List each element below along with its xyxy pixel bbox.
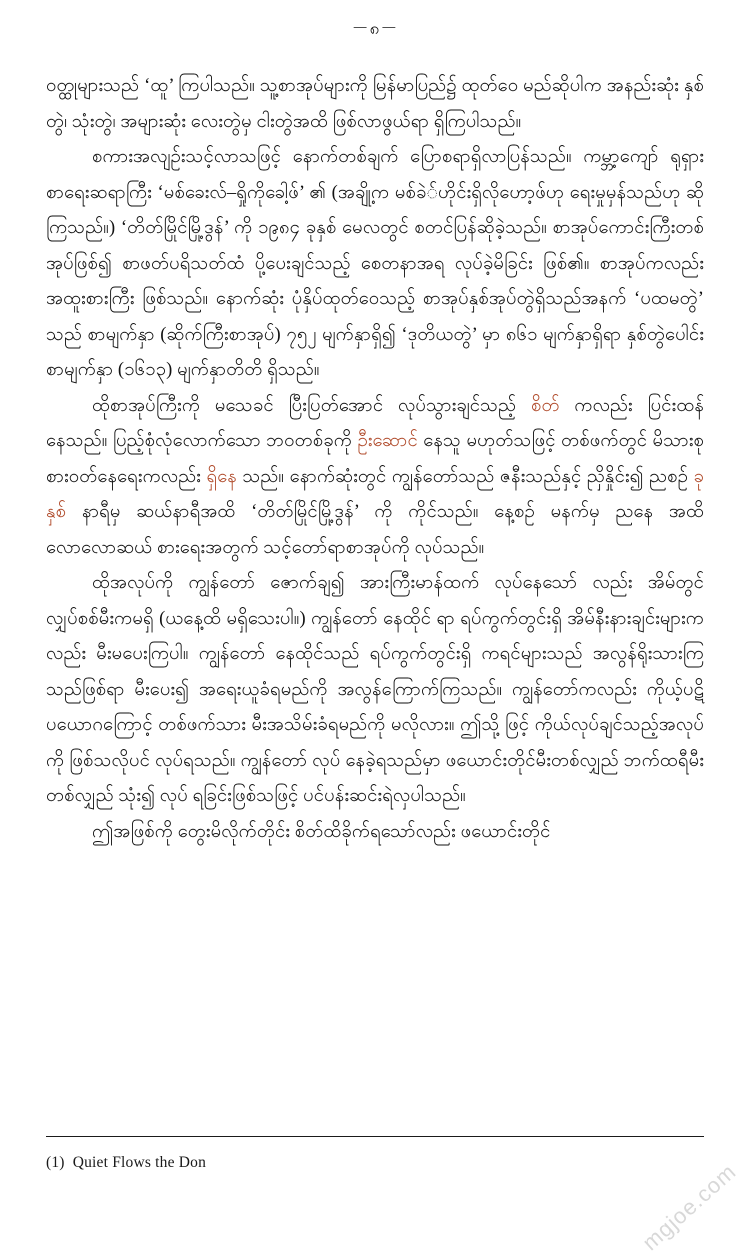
paragraph-3-run-6-highlight: ရှိနေ xyxy=(206,466,237,487)
paragraph-5 xyxy=(46,815,704,851)
page-number: －၈－ xyxy=(351,19,399,38)
paragraph-4-text: ထိုအလုပ်ကို ကျွန်တော် ဇောက်ချ၍ အားကြီးမာန်ထက် လုပ်နေသော် လည်း အိမ်တွင် လျှပ်စစ်မီးကမရှိ (ယနေ့ထိ မရှိသေးပါ။) ကျွန်တော် နေထိုင် ရာ ရပ်ကွက်တွင်းရှိ အိမ်နီးနားချင်းများကလည်း မီးမပေးကြပါ။ ကျွန်တော် နေထိုင်သည် ရပ်ကွက်တွင်းရှိ ကရင်များသည် အလွန်ရိုးသားကြသည်ဖြစ်ရာ မီးပေး၍ အရေးယူခံရမည်ကို အလွန်ကြောက်ကြသည်။ ကျွန်တော်ကလည်း ကိုယ့်ပဋိပယောဂကြောင့် တစ်ဖက်သား မီးအသိမ်းခံရမည်ကို မလိုလား။ ဤသို့ ဖြင့် ကိုယ်လုပ်ချင်သည့်အလုပ်ကို ဖြစ်သလိုပင် လုပ်ရသည်။ ကျွန်တော် လုပ် နေခဲ့ရသည်မှာ ဖယောင်းတိုင်မီးတစ်လျှည် ဘက်ထရီမီးတစ်လျှည် သုံး၍ လုပ် ရခြင်းဖြစ်သဖြင့် ပင်ပန်းဆင်းရဲလှပါသည်။ xyxy=(46,573,704,806)
paragraph-3-run-1: ထိုစာအုပ်ကြီးကို မသေခင် ပြီးပြတ်အောင် လုပ်သွားချင်သည့် xyxy=(92,395,531,416)
paragraph-3-run-3: ကလည်း ပြင်းထန်နေသည်။ ပြည့်စုံလုံလောက်သော ဘဝတစ်ခုကို xyxy=(46,395,704,451)
footnote-divider xyxy=(46,1136,704,1137)
paragraph-3 xyxy=(46,389,704,567)
paragraph-4 xyxy=(46,566,704,815)
footnote-text: Quiet Flows the Don xyxy=(72,1154,207,1171)
page-body xyxy=(46,69,704,850)
paragraph-3-run-8-highlight: ခုနှစ် xyxy=(46,466,705,522)
footnote-number: (1) xyxy=(46,1154,65,1171)
paragraph-1-text: ဝတ္ထုများသည် ‘ထူ’ ကြပါသည်။ သူ့စာအုပ်များကို မြန်မာပြည်၌ ထုတ်ဝေ မည်ဆိုပါက အနည်းဆုံး နှစ်တွဲ၊ သုံးတွဲ၊ အများဆုံး လေးတွဲမှ ငါးတွဲအထိ ဖြစ်လာဖွယ်ရာ ရှိကြပါသည်။ xyxy=(46,76,704,132)
paragraph-3-run-2-highlight: စိတ် xyxy=(530,395,560,416)
paragraph-2 xyxy=(46,140,704,389)
paragraph-3-run-7: သည်။ နောက်ဆုံးတွင် ကျွန်တော်သည် ဇနီးသည်နှင့် ညှိနှိုင်း၍ ညစဉ် xyxy=(236,466,694,487)
paragraph-3-run-4-highlight: ဦးဆောင် xyxy=(357,431,418,451)
footnote xyxy=(46,1154,206,1172)
watermark: mgjoe.com xyxy=(637,1158,742,1256)
paragraph-5-text: ဤအဖြစ်ကို တွေးမိလိုက်တိုင်း စိတ်ထိခိုက်ရသော်လည်း ဖယောင်းတိုင် xyxy=(92,821,551,842)
paragraph-3-run-5: နေသူ မဟုတ်သဖြင့် တစ်ဖက်တွင် မိသားစု စားဝတ်နေရေးကလည်း xyxy=(46,431,704,487)
paragraph-3-run-9: နာရီမှ ဆယ်နာရီအထိ ‘တိတ်မြိုင်မြို့ဒွန်’ ကို ကိုင်သည်။ နေ့စဉ် မနက်မှ ညနေ အထိ လောလောဆယ် စားရေးအတွက် သင့်တော်ရာစာအုပ်ကို လုပ်သည်။ xyxy=(46,502,704,558)
paragraph-2-text: စကားအလျဉ်းသင့်လာသဖြင့် နောက်တစ်ချက် ပြောစရာရှိလာပြန်သည်။ ကမ္ဘာ့ကျော် ရုရှား စာရေးဆရာကြီး ‘မစ်ခေးလ်–ရှိုကိုခေါ့ဖ်’ ၏ (အချို့က မစ်ခဲ်ဟိုင်းရှိလိုဟော့ဖ်ဟု ရေးမှုမှန်သည်ဟု ဆိုကြသည်။) ‘တိတ်မြိုင်မြို့ဒွန်’ ကို ၁၉၈၄ ခုနှစ် မေလတွင် စတင်ပြန်ဆိုခဲ့သည်။ စာအုပ်ကောင်းကြီးတစ်အုပ်ဖြစ်၍ စာဖတ်ပရိသတ်ထံ ပို့ပေးချင်သည့် စေတနာအရ လုပ်ခဲ့မိခြင်း ဖြစ်၏။ စာအုပ်ကလည်း အထူးစားကြီး ဖြစ်သည်။ နောက်ဆုံး ပုံနှိပ်ထုတ်ဝေသည့် စာအုပ်နှစ်အုပ်တွဲရှိသည်အနက် ‘ပထမတွဲ’ သည် စာမျက်နှာ (ဆိုက်ကြီးစာအုပ်) ၇၅၂ မျက်နှာရှိ၍ ‘ဒုတိယတွဲ’ မှာ ၈၆၁ မျက်နှာရှိရာ နှစ်တွဲပေါင်း စာမျက်နှာ (၁၆၁၃) မျက်နှာတိတိ ရှိသည်။ xyxy=(46,147,704,380)
paragraph-1 xyxy=(46,69,704,140)
